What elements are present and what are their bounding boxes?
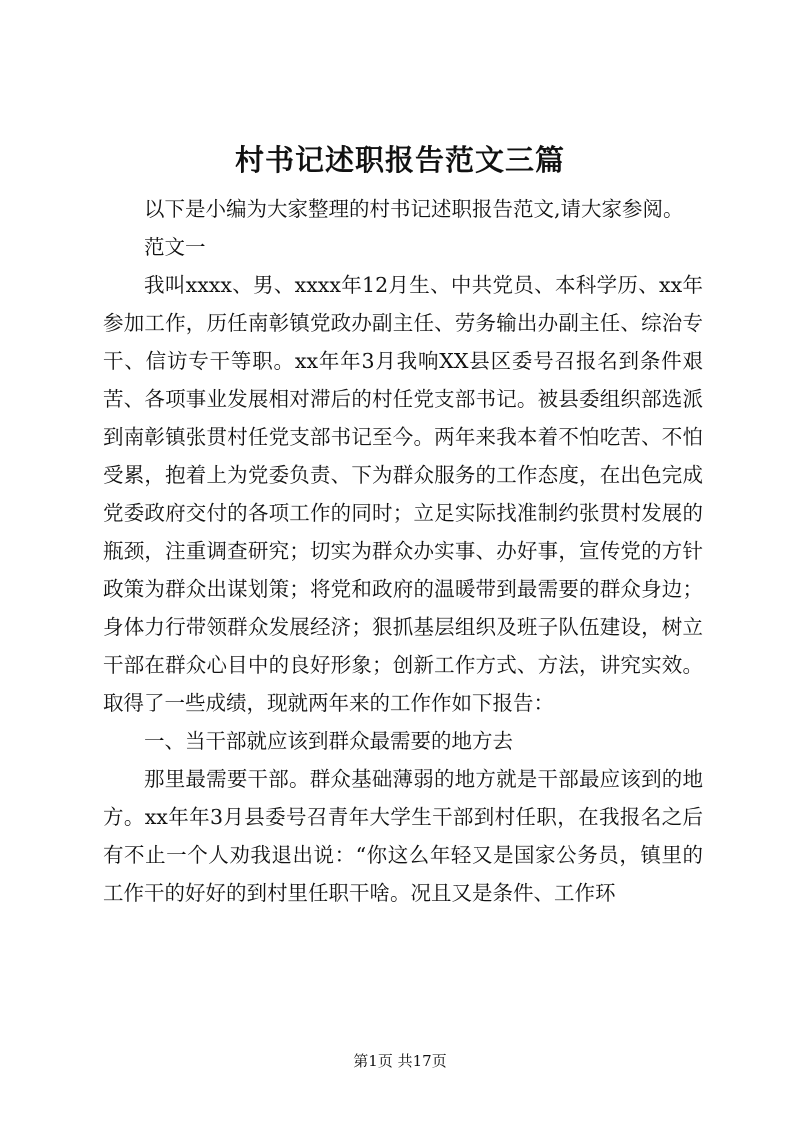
body-paragraph: 那里最需要干部。群众基础薄弱的地方就是干部最应该到的地方。xx年年3月县委号召青年大学生干部到村任职，在我报名之后有不止一个人劝我退出说：“你这么年轻又是国家公务员，镇里的工作干的好好的到村里任职干啥。况且又是条件、工作环 bbox=[103, 767, 703, 905]
page-title: 村书记述职报告范文三篇 bbox=[234, 143, 565, 177]
page-footer: 第1页 共17页 bbox=[353, 1052, 447, 1070]
section-subheading-1: 一、当干部就应该到群众最需要的地方去 bbox=[144, 729, 513, 753]
section-heading-fanwen-1: 范文一 bbox=[144, 235, 206, 259]
document-body bbox=[103, 190, 703, 912]
intro-paragraph: 以下是小编为大家整理的村书记述职报告范文,请大家参阅。 bbox=[144, 197, 684, 221]
body-paragraph: 我叫xxxx、男、xxxx年12月生、中共党员、本科学历、xx年参加工作，历任南彰镇党政办副主任、劳务输出办副主任、综治专干、信访专干等职。xx年年3月我响XX县区委号召报名到条件艰苦、各项事业发展相对滞后的村任党支部书记。被县委组织部选派到南彰镇张贯村任党支部书记至今。两年来我本着不怕吃苦、不怕受累，抱着上为党委负责、下为群众服务的工作态度，在出色完成党委政府交付的各项工作的同时；立足实际找准制约张贯村发展的瓶颈，注重调查研究；切实为群众办实事、办好事，宣传党的方针政策为群众出谋划策；将党和政府的温暖带到最需要的群众身边；身体力行带领群众发展经济；狠抓基层组织及班子队伍建设，树立干部在群众心目中的良好形象；创新工作方式、方法，讲究实效。取得了一些成绩，现就两年来的工作作如下报告： bbox=[103, 273, 703, 715]
